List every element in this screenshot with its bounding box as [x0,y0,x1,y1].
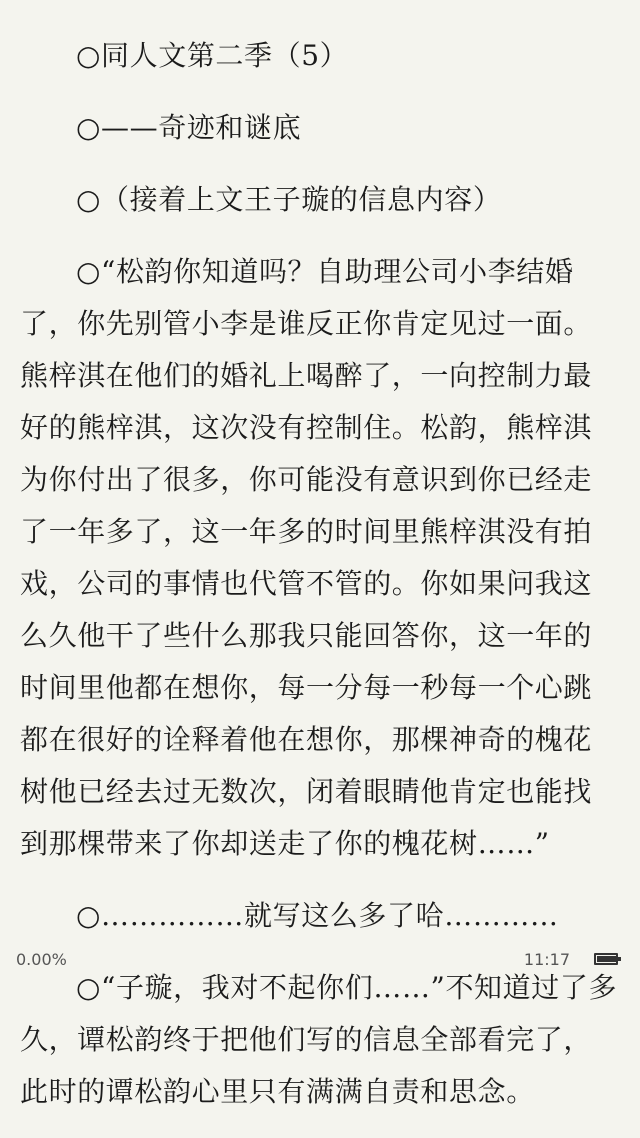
paragraph-note: ○（接着上文王子璇的信息内容） [76,183,502,216]
reading-progress: 0.00% [16,950,67,969]
clock-time: 11:17 [523,950,570,969]
paragraph-subtitle: ○——奇迹和谜底 [76,111,302,144]
paragraph-letter: ○“松韵你知道吗？自助理公司小李结婚了，你先别管小李是谁反正你肯定见过一面。熊梓淇在他们的婚礼上喝醉了，一向控制力最好的熊梓淇，这次没有控制住。松韵，熊梓淇为你付出了很多，你可能没有意识到你已经走了一年多了，这一年多的时间里熊梓淇没有拍戏，公司的事情也代管不管的。你如果问我这么久他干了些什么那我只能回答你，这一年的时间里他都在想你，每一分每一秒每一个心跳都在很好的诠释着他在想你，那棵神奇的槐花树他已经去过无数次，闭着眼睛他肯定也能找到那棵带来了你却送走了你的槐花树……” [20,255,593,860]
battery-icon [594,953,618,965]
paragraph-last: ○“子璇，我对不起你们……”不知道过了多久，谭松韵终于把他们写的信息全部看完了，此时的谭松韵心里只有满满自责和思念。 [20,971,618,1108]
reader-status-bar [0,934,640,982]
paragraph-title: ○同人文第二季（5） [76,39,349,72]
battery-level [597,956,616,962]
paragraph-ending: ○……………就写这么多了哈………… [76,899,559,932]
